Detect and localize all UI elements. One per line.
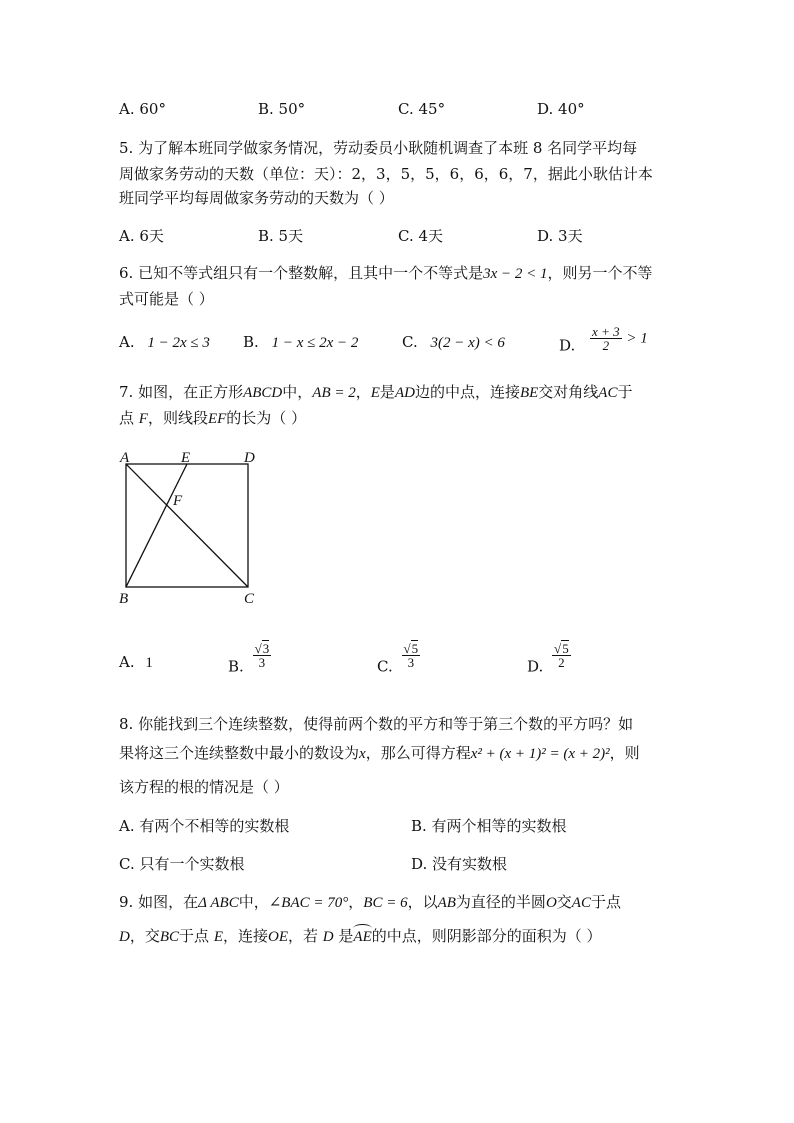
q7-stem-line1 xyxy=(119,381,632,402)
q4-option-c: C. 45° xyxy=(398,100,446,118)
q7-stem-line2 xyxy=(119,407,306,428)
q8-option-c: C. 只有一个实数根 xyxy=(119,855,245,873)
q9-segment-oe: OE xyxy=(268,929,288,945)
q5-option-b: B. 5天 xyxy=(258,227,304,245)
label-e: E xyxy=(181,450,191,466)
q8-text: ，则 xyxy=(609,744,640,762)
q9-text: ， xyxy=(348,893,364,911)
q7-option-c-denominator: 3 xyxy=(407,655,415,670)
q4-option-a: A. 60° xyxy=(119,100,166,118)
q9-text: ，以 xyxy=(407,893,438,911)
q9-text: 9. 如图，在 xyxy=(119,893,199,911)
q7-text: 交对角线 xyxy=(538,383,599,401)
q7-option-d xyxy=(527,642,571,676)
q6-option-d-label: D. xyxy=(559,336,576,355)
q9-text: 于点 xyxy=(179,927,214,945)
q7-option-b-denominator: 3 xyxy=(258,655,266,670)
q8-variable-x: x xyxy=(359,746,366,762)
q9-triangle: Δ ABC xyxy=(198,895,239,911)
q6-option-d-numerator: x + 3 xyxy=(592,324,620,339)
q7-option-c-label: C. xyxy=(377,657,393,676)
q6-option-d-tail: > 1 xyxy=(626,330,648,347)
q6-option-d xyxy=(559,325,648,355)
q7-text: 是 xyxy=(379,383,395,401)
q7-option-b xyxy=(228,642,271,676)
q7-option-c xyxy=(377,642,420,676)
q8-option-a: A. 有两个不相等的实数根 xyxy=(119,817,290,835)
q9-text: ，交 xyxy=(129,927,160,945)
label-d: D xyxy=(244,450,255,466)
q7-option-a-value: 1 xyxy=(145,655,153,671)
q8-stem-line1: 8. 你能找到三个连续整数，使得前两个数的平方和等于第三个数的平方吗？如 xyxy=(119,715,634,733)
q6-given-inequality: 3x − 2 < 1 xyxy=(483,266,548,282)
q5-stem-line2: 周做家务劳动的天数（单位：天）：2，3，5，5，6，6，6，7，据此小耿估计本 xyxy=(119,165,653,183)
q7-option-c-fraction: $\frac{√5}{3}$ xyxy=(403,641,419,670)
q7-side-ad: AD xyxy=(394,385,415,401)
q6-option-a-expr: 1 − 2x ≤ 3 xyxy=(147,335,210,351)
q6-option-a xyxy=(119,333,210,352)
q8-option-b: B. 有两个相等的实数根 xyxy=(411,817,567,835)
q8-text: ，那么可得方程 xyxy=(365,744,471,762)
q6-option-b xyxy=(243,333,358,352)
q6-option-b-expr: 1 − x ≤ 2x − 2 xyxy=(271,335,359,351)
q9-point-e: E xyxy=(213,929,223,945)
q9-text: 交 xyxy=(556,893,572,911)
q7-option-a-label: A. xyxy=(119,653,135,671)
q9-side-bc: BC xyxy=(159,929,180,945)
q8-text: 果将这三个连续整数中最小的数设为 xyxy=(119,744,360,762)
q6-stem-line1 xyxy=(119,262,653,283)
label-f: F xyxy=(173,493,183,509)
q4-option-d: D. 40° xyxy=(537,100,585,118)
q7-segment-ef: EF xyxy=(207,411,227,427)
q7-diagonal-ac: AC xyxy=(598,385,618,401)
q6-option-c xyxy=(402,333,505,352)
q8-stem-line2 xyxy=(119,742,640,763)
q5-stem-line3: 班同学平均每周做家务劳动的天数为（ ） xyxy=(119,189,394,207)
q9-point-d: D xyxy=(322,929,334,945)
q7-option-d-radicand: 5 xyxy=(562,641,569,656)
q4-option-b: B. 50° xyxy=(258,100,306,118)
q9-text: 为直径的半圆 xyxy=(455,893,546,911)
q7-option-d-label: D. xyxy=(527,657,544,676)
q9-arc-ae xyxy=(353,929,371,946)
q9-text: 中， xyxy=(238,893,269,911)
q9-center-o: O xyxy=(545,895,557,911)
q9-text: 于点 xyxy=(590,893,621,911)
q5-option-c: C. 4天 xyxy=(398,227,444,245)
q9-text: ，连接 xyxy=(222,927,268,945)
q7-option-d-denominator: 2 xyxy=(558,655,565,670)
q7-text: 7. 如图，在正方形 xyxy=(119,383,244,401)
q6-stem-suffix: ，则另一个不等 xyxy=(547,264,653,282)
q9-stem-line2 xyxy=(119,925,602,946)
q6-stem-line2: 式可能是（ ） xyxy=(119,290,214,308)
q9-text: 是 xyxy=(333,927,354,945)
segment-be xyxy=(126,464,187,587)
q7-square-name: ABCD xyxy=(243,385,283,401)
q6-option-a-label: A. xyxy=(119,333,135,351)
q7-point-e: E xyxy=(370,385,380,401)
q9-stem-line1 xyxy=(119,891,621,912)
q5-option-d: D. 3天 xyxy=(537,227,583,245)
arc-mark-icon xyxy=(353,924,371,933)
q7-option-d-fraction: $\frac{√5}{2}$ xyxy=(554,641,569,670)
q6-option-b-label: B. xyxy=(243,333,259,351)
q7-option-b-label: B. xyxy=(228,657,244,676)
q7-text: 于 xyxy=(617,383,633,401)
q5-stem-line1: 5. 为了解本班同学做家务情况，劳动委员小耿随机调查了本班 8 名同学平均每 xyxy=(119,139,638,157)
q7-option-c-radicand: 5 xyxy=(411,641,419,656)
q5-option-a: A. 6天 xyxy=(119,227,164,245)
q8-equation: x² + (x + 1)² = (x + 2)² xyxy=(470,746,610,762)
q7-ab-length: AB = 2 xyxy=(312,385,356,401)
q9-side-ac: AC xyxy=(571,895,591,911)
q6-option-c-label: C. xyxy=(402,333,418,351)
q6-option-d-denominator: 2 xyxy=(602,338,610,353)
q9-arc-label: AE xyxy=(353,929,372,945)
q7-text: 点 xyxy=(119,409,139,427)
q7-text: 边的中点，连接 xyxy=(414,383,520,401)
q7-point-f: F xyxy=(138,411,148,427)
q7-text: ，则线段 xyxy=(147,409,208,427)
q7-option-b-fraction: $\frac{√3}{3}$ xyxy=(254,641,270,670)
q7-text: ， xyxy=(355,383,371,401)
q7-text: 中， xyxy=(282,383,313,401)
label-b: B xyxy=(119,591,129,607)
q7-option-a xyxy=(119,653,153,672)
label-a: A xyxy=(120,450,130,466)
q6-stem-prefix: 6. 已知不等式组只有一个整数解，且其中一个不等式是 xyxy=(119,264,484,282)
q7-square-figure xyxy=(110,444,270,608)
q8-stem-line3: 该方程的根的情况是（ ） xyxy=(119,778,289,796)
q7-text: 的长为（ ） xyxy=(226,409,307,427)
label-c: C xyxy=(244,591,255,607)
q6-option-c-expr: 3(2 − x) < 6 xyxy=(430,335,505,351)
q9-bc-length: BC = 6 xyxy=(363,895,408,911)
q7-option-b-radicand: 3 xyxy=(262,641,270,656)
q9-point-d: D xyxy=(119,929,130,945)
q6-option-d-fraction xyxy=(590,325,622,352)
q9-text: 的中点，则阴影部分的面积为（ ） xyxy=(371,927,602,945)
q9-angle-bac: ∠BAC = 70° xyxy=(268,895,349,911)
q7-segment-be: BE xyxy=(519,385,539,401)
q9-text: ，若 xyxy=(288,927,323,945)
q8-option-d: D. 没有实数根 xyxy=(411,855,508,873)
diagonal-ac xyxy=(126,464,248,587)
q9-diameter-ab: AB xyxy=(437,895,456,911)
